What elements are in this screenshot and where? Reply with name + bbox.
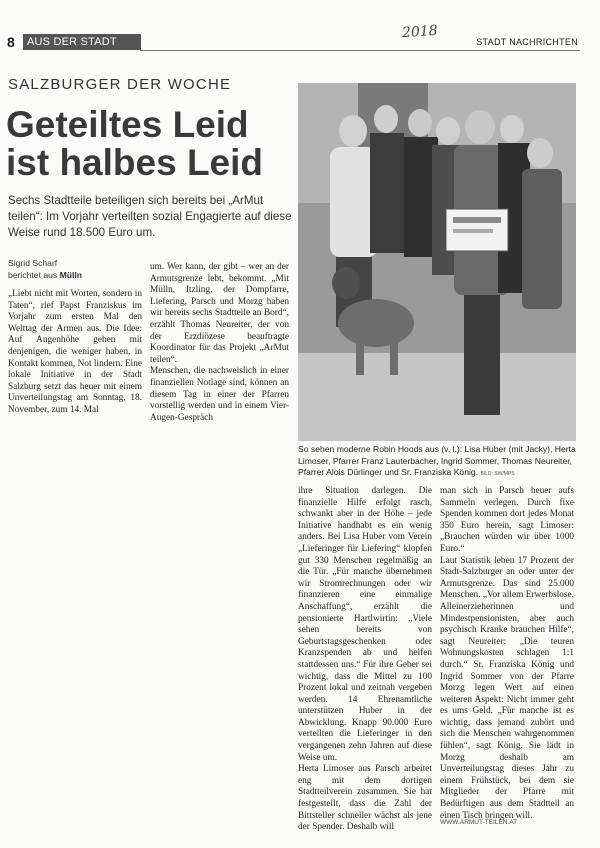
photo-credit: BILD: SW/MPS	[480, 471, 515, 477]
header-rule	[140, 50, 580, 51]
author-byline	[8, 257, 82, 281]
article-column-3: ihre Situation darlegen. Die finanzielle Hilfe erfolgt rasch, schwankt aber in der Höhe – jede Initiative handhabt es ein wenig anders. Bei Lisa Huber vom Verein „Lieferinger für Liefering“ klopfen gut 330 Menschen regelmäßig an die Tür. „Für manche übernehmen wir Stromrechnungen oder wir finanzieren eine einmalige Anschaffung“, erzählt die pensionierte Hartlwirtin: „Viele sehen bereits von Geburtstagsgeschenken oder Kranzspenden ab und helfen stattdessen uns.“ Für ihre Geber sei wichtig, dass die Mittel zu 100 Prozent lokal und zeitnah vergeben werden. 14 Ehrenamtliche unterstützen Huber in der Abwicklung. Knapp 90.000 Euro verteilten die Lieferinger in den vergangenen zehn Jahren auf diese Weise um. Herta Limoser aus Parsch arbeitet eng mit dem dortigen Stadtteilverein zusammen. Sie hat festgestellt, dass die Zahl der Bittsteller schneller wächst als jene der Spender. Deshalb will	[298, 486, 432, 833]
article-column-1: „Liebt nicht mit Worten, sondern in Taten“, rief Papst Franziskus im Vorjahr zum ersten Mal den Welttag der Armen aus. Die Idee: Auf Augenhöhe gehen mit denjenigen, die weniger haben, in Kontakt kommen, Not lindern. Eine lokale Initiative in der Stadt Salzburg setzt das heuer mit einem Unverteilungstag am Sonntag, 18. November, zum 14. Mal	[8, 289, 142, 415]
page-number: 8	[7, 34, 15, 50]
author-reports-from: berichtet aus	[8, 270, 58, 280]
subheadline: Sechs Stadtteile beteiligen sich bereits bei „ArMut teilen“: Im Vorjahr verteilten sozial Engagierte auf diese Weise rund 18.500 Euro um.	[8, 194, 292, 239]
headline	[6, 106, 296, 182]
headline-line-1: Geteiltes Leid	[6, 104, 249, 145]
caption-text: So sehen moderne Robin Hoods aus (v. l.): Lisa Huber (mit Jacky), Herta Limoser, Pfarrer Franz Lauterbacher, Ingrid Sommer, Thomas Neureiter, Pfarrer Alois Dürlinger und Sr. Franziska König.	[298, 444, 576, 477]
article-column-4: man sich in Parsch heuer aufs Sammeln verlegen. Durch fixe Spenden kommen dort jedes Monat 350 Euro herein, sagt Limoser: „Brauchen würden wir über 1000 Euro.“ Laut Statistik leben 17 Prozent der Stadt-Salzburger an oder unter der Armutsgrenze. Das sind 25.000 Menschen. „Vor allem Erwerbslose, Alleinerzieherinnen und Mindestpensionisten, aber auch psychisch Kranke brauchen Hilfe“, sagt Neureiter: „Die teuren Wohnungskosten schlagen 1:1 durch.“ Sr. Franziska König und Ingrid Sommer von der Pfarre Morzg legen Wert auf einen weiteren Aspekt: Nicht immer geht es ums Geld. „Für manche ist es wichtig, dass jemand zuhört und sich die Menschen wahrgenommen fühlen“, sagt König. Sie lädt in Morzg deshalb am Unverteilungstag dieses Jahr zu einem Frühstück, bei dem sie Mitglieder der Pfarre mit Bedürftigen aus dem Stadtteil an einen Tisch bringen will.	[440, 486, 574, 821]
kicker: SALZBURGER DER WOCHE	[8, 76, 232, 93]
author-place: Mülln	[59, 270, 83, 280]
author-location	[8, 269, 82, 281]
footer-url[interactable]: WWW.ARMUT-TEILEN.AT	[440, 819, 518, 826]
section-label: AUS DER STADT	[23, 34, 141, 50]
author-name: Sigrid Scharf	[8, 258, 58, 268]
article-column-2: um. Wer kann, der gibt – wer an der Armutsgrenze lebt, bekommt. „Mit Mülln, Itzling, der Dompfarre, Liefering, Parsch und Morzg haben wir bereits sechs Stadtteile an Bord“, erzählt Thomas Neureiter, der von der Erzdiözese beauftragte Koordinator für das Projekt „ArMut teilen“. Menschen, die nachweislich in einer finanziellen Notlage sind, können an diesem Tag in einer der Pfarren vorstellig werden und in einem Vier-Augen-Gespräch	[150, 262, 289, 423]
group-photo	[298, 83, 576, 441]
headline-line-2: ist halbes Leid	[6, 142, 264, 183]
group-photo-illustration	[298, 83, 576, 441]
handwritten-year: 2018	[401, 22, 439, 42]
photo-caption	[298, 444, 576, 481]
publication-label: STADT NACHRICHTEN	[476, 37, 578, 47]
